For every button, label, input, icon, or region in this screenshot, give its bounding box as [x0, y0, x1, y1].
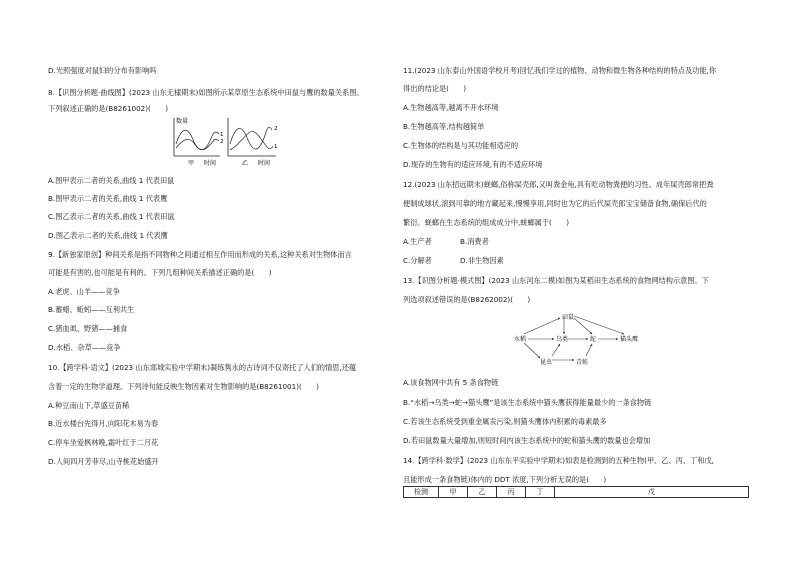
- q8-option-c: C.图乙表示二者的关系,曲线 1 代表田鼠: [48, 212, 175, 221]
- q12-stem-line2: 便制成球状,滚到可靠的地方藏起来,慢慢享用,同时也为它的后代屎壳郎宝宝储备食物,确保后代的: [403, 199, 707, 208]
- table-header-cell: 检测: [404, 487, 439, 498]
- q8-yi-label: 乙: [242, 160, 249, 167]
- table-header-cell: 甲: [439, 487, 468, 498]
- web-arrow: [574, 318, 592, 334]
- q13-stem-line1: 13.【识图分析题·模式图】(2023 山东河东二模)如图为某稻田生态系统的食物网结构示意图。下: [403, 276, 709, 285]
- q8-stem-line1: 8.【识图分析题·曲线图】(2023 山东无棣期末)如图所示某草原生态系统中田鼠与鹰的数量关系图。: [48, 88, 364, 97]
- web-node-maotouying: 猫头鹰: [620, 336, 639, 343]
- q10-option-c: C.停车坐爱枫林晚,霜叶红于二月花: [48, 438, 159, 447]
- q8-jia-label-2: 2: [220, 139, 224, 145]
- q8-ylabel: 数量: [176, 118, 189, 125]
- table-header-cell: 丙: [497, 487, 526, 498]
- table-header-cell: 乙: [468, 487, 497, 498]
- q11-stem-line2: 得出的结论是( ): [403, 84, 467, 93]
- q13-option-b: B.“水稻→乌类→蛇→猫头鹰”是该生态系统中猫头鹰获得能量最少的一条食物链: [403, 398, 652, 407]
- web-node-she: 蛇: [590, 336, 597, 343]
- web-node-tianshu: 田鼠: [562, 314, 575, 321]
- q8-yi-label-2: 2: [274, 126, 278, 132]
- q9-stem-line1: 9.【新独家原创】种间关系是指不同物种之间通过相互作用而形成的关系,这种关系对生物体而言: [48, 250, 352, 259]
- q9-option-d: D.水稻、杂草——竞争: [48, 343, 121, 352]
- q8-option-d: D.图乙表示二者的关系,曲线 1 代表鹰: [48, 231, 168, 240]
- q8-curve-jia-1: [176, 130, 219, 149]
- q8-jia-label-1: 1: [220, 132, 224, 138]
- web-node-shuidao: 水稻: [514, 336, 527, 343]
- web-node-kunchong: 昆虫: [540, 359, 553, 366]
- q10-option-a: A.种豆南山下,草盛豆苗稀: [48, 401, 130, 410]
- table-header-cell: 丁: [526, 487, 555, 498]
- q10-option-d: D.人间四月芳菲尽,山寺桃花始盛开: [48, 457, 159, 466]
- q11-option-b: B.生物越高等,结构越简单: [403, 122, 485, 131]
- q9-option-b: B.蓄蜡、蚯蚓——互利共生: [48, 305, 135, 314]
- q14-ddt-table: [403, 486, 749, 498]
- q13-option-a: A.该食物网中共有 5 条食物链: [403, 378, 499, 387]
- q11-option-a: A.生物越高等,越离不开水环境: [403, 103, 499, 112]
- q8-curve-jia-2: [176, 139, 219, 150]
- q13-option-c: C.若该生态系统受到重金属汞污染,则猫头鹰体内积累的毒素最多: [403, 417, 607, 426]
- web-node-qingwa: 青蛙: [576, 359, 589, 366]
- web-arrow: [524, 343, 540, 358]
- q11-option-d: D.现存的生物有的适应环境,有的不适应环境: [403, 160, 543, 169]
- web-arrow: [552, 344, 560, 356]
- q11-option-c: C.生物体的结构是与其功能相适应的: [403, 141, 519, 150]
- q14-stem-line1: 14.【跨学科·数学】(2023 山东东平实验中学期末)如表是检测到的五种生物(甲、乙、丙、丁和戊,: [403, 456, 714, 465]
- web-arrow: [586, 344, 592, 356]
- q8-option-a: A.图甲表示二者的关系,曲线 1 代表田鼠: [48, 176, 175, 185]
- q13-stem-line2: 列选项叙述错误的是(B8262002)( ): [403, 295, 531, 304]
- q12-option-d: D.非生物因素: [460, 256, 504, 265]
- q10-option-b: B.近水楼台先得月,向阳花木易为春: [48, 419, 159, 428]
- q11-stem-line1: 11.(2023 山东泰山外国语学校月考)回忆我们学过的植物、动物和微生物各种结构的特点及功能,你: [403, 66, 717, 75]
- q9-stem-line2: 可能是有害的,也可能是有利的。下列几组种间关系描述正确的是( ): [48, 268, 272, 277]
- q12-stem-line3: 繁衍。蜣螂在生态系统的组成成分中,蜣螂属于( ): [403, 218, 570, 227]
- q7-option-d: D.光照强度对鼠妇的分布有影响吗: [48, 66, 157, 75]
- q8-time2-label: 时间: [258, 160, 271, 167]
- table-header-cell: 戊: [555, 487, 749, 498]
- q8-stem-line2: 下列叙述正确的是(B8261002)( ): [48, 104, 169, 113]
- q8-yi-label-1: 1: [274, 144, 278, 150]
- q12-option-c: C.分解者: [403, 256, 432, 265]
- q8-curve-yi-2: [230, 131, 273, 150]
- q13-food-web: [506, 308, 666, 374]
- web-arrow: [524, 318, 560, 334]
- q10-stem-line2: 含着一定的生物学道理。下列诗句能反映生物因素对生物影响的是(B8261001)( ): [48, 382, 319, 391]
- q14-stem-line2: 且能形成一条食物链)体内的 DDT 浓度,下列分析无误的是( ): [403, 475, 607, 484]
- q12-option-b: B.消费者: [460, 237, 489, 246]
- q12-stem-line1: 12.(2023 山东招远期末)蜣螂,俗称屎壳郎,又叫粪金龟,具有吃动物粪便的习性。成年屎壳郎常把粪: [403, 180, 714, 189]
- q12-option-a: A.生产者: [403, 237, 432, 246]
- q8-jia-label: 甲: [188, 160, 195, 167]
- table-row: [404, 487, 749, 498]
- q8-population-figure: [168, 114, 288, 170]
- q8-option-b: B.图甲表示二者的关系,曲线 1 代表鹰: [48, 194, 168, 203]
- q13-option-d: D.若田鼠数量大量增加,则短时间内该生态系统中的蛇和猫头鹰的数量也会增加: [403, 436, 651, 445]
- q8-time1-label: 时间: [204, 160, 217, 167]
- q9-option-c: C.猪血虱、野猪——捕食: [48, 324, 128, 333]
- q10-stem-line1: 10.【跨学科·语文】(2023 山东郯城实验中学期末)凝练隽永的古诗词不仅寄托了人们的情思,还蕴: [48, 363, 357, 372]
- q9-option-a: A.老虎、山羊——竞争: [48, 287, 120, 296]
- web-node-niaolei: 乌类: [556, 336, 569, 343]
